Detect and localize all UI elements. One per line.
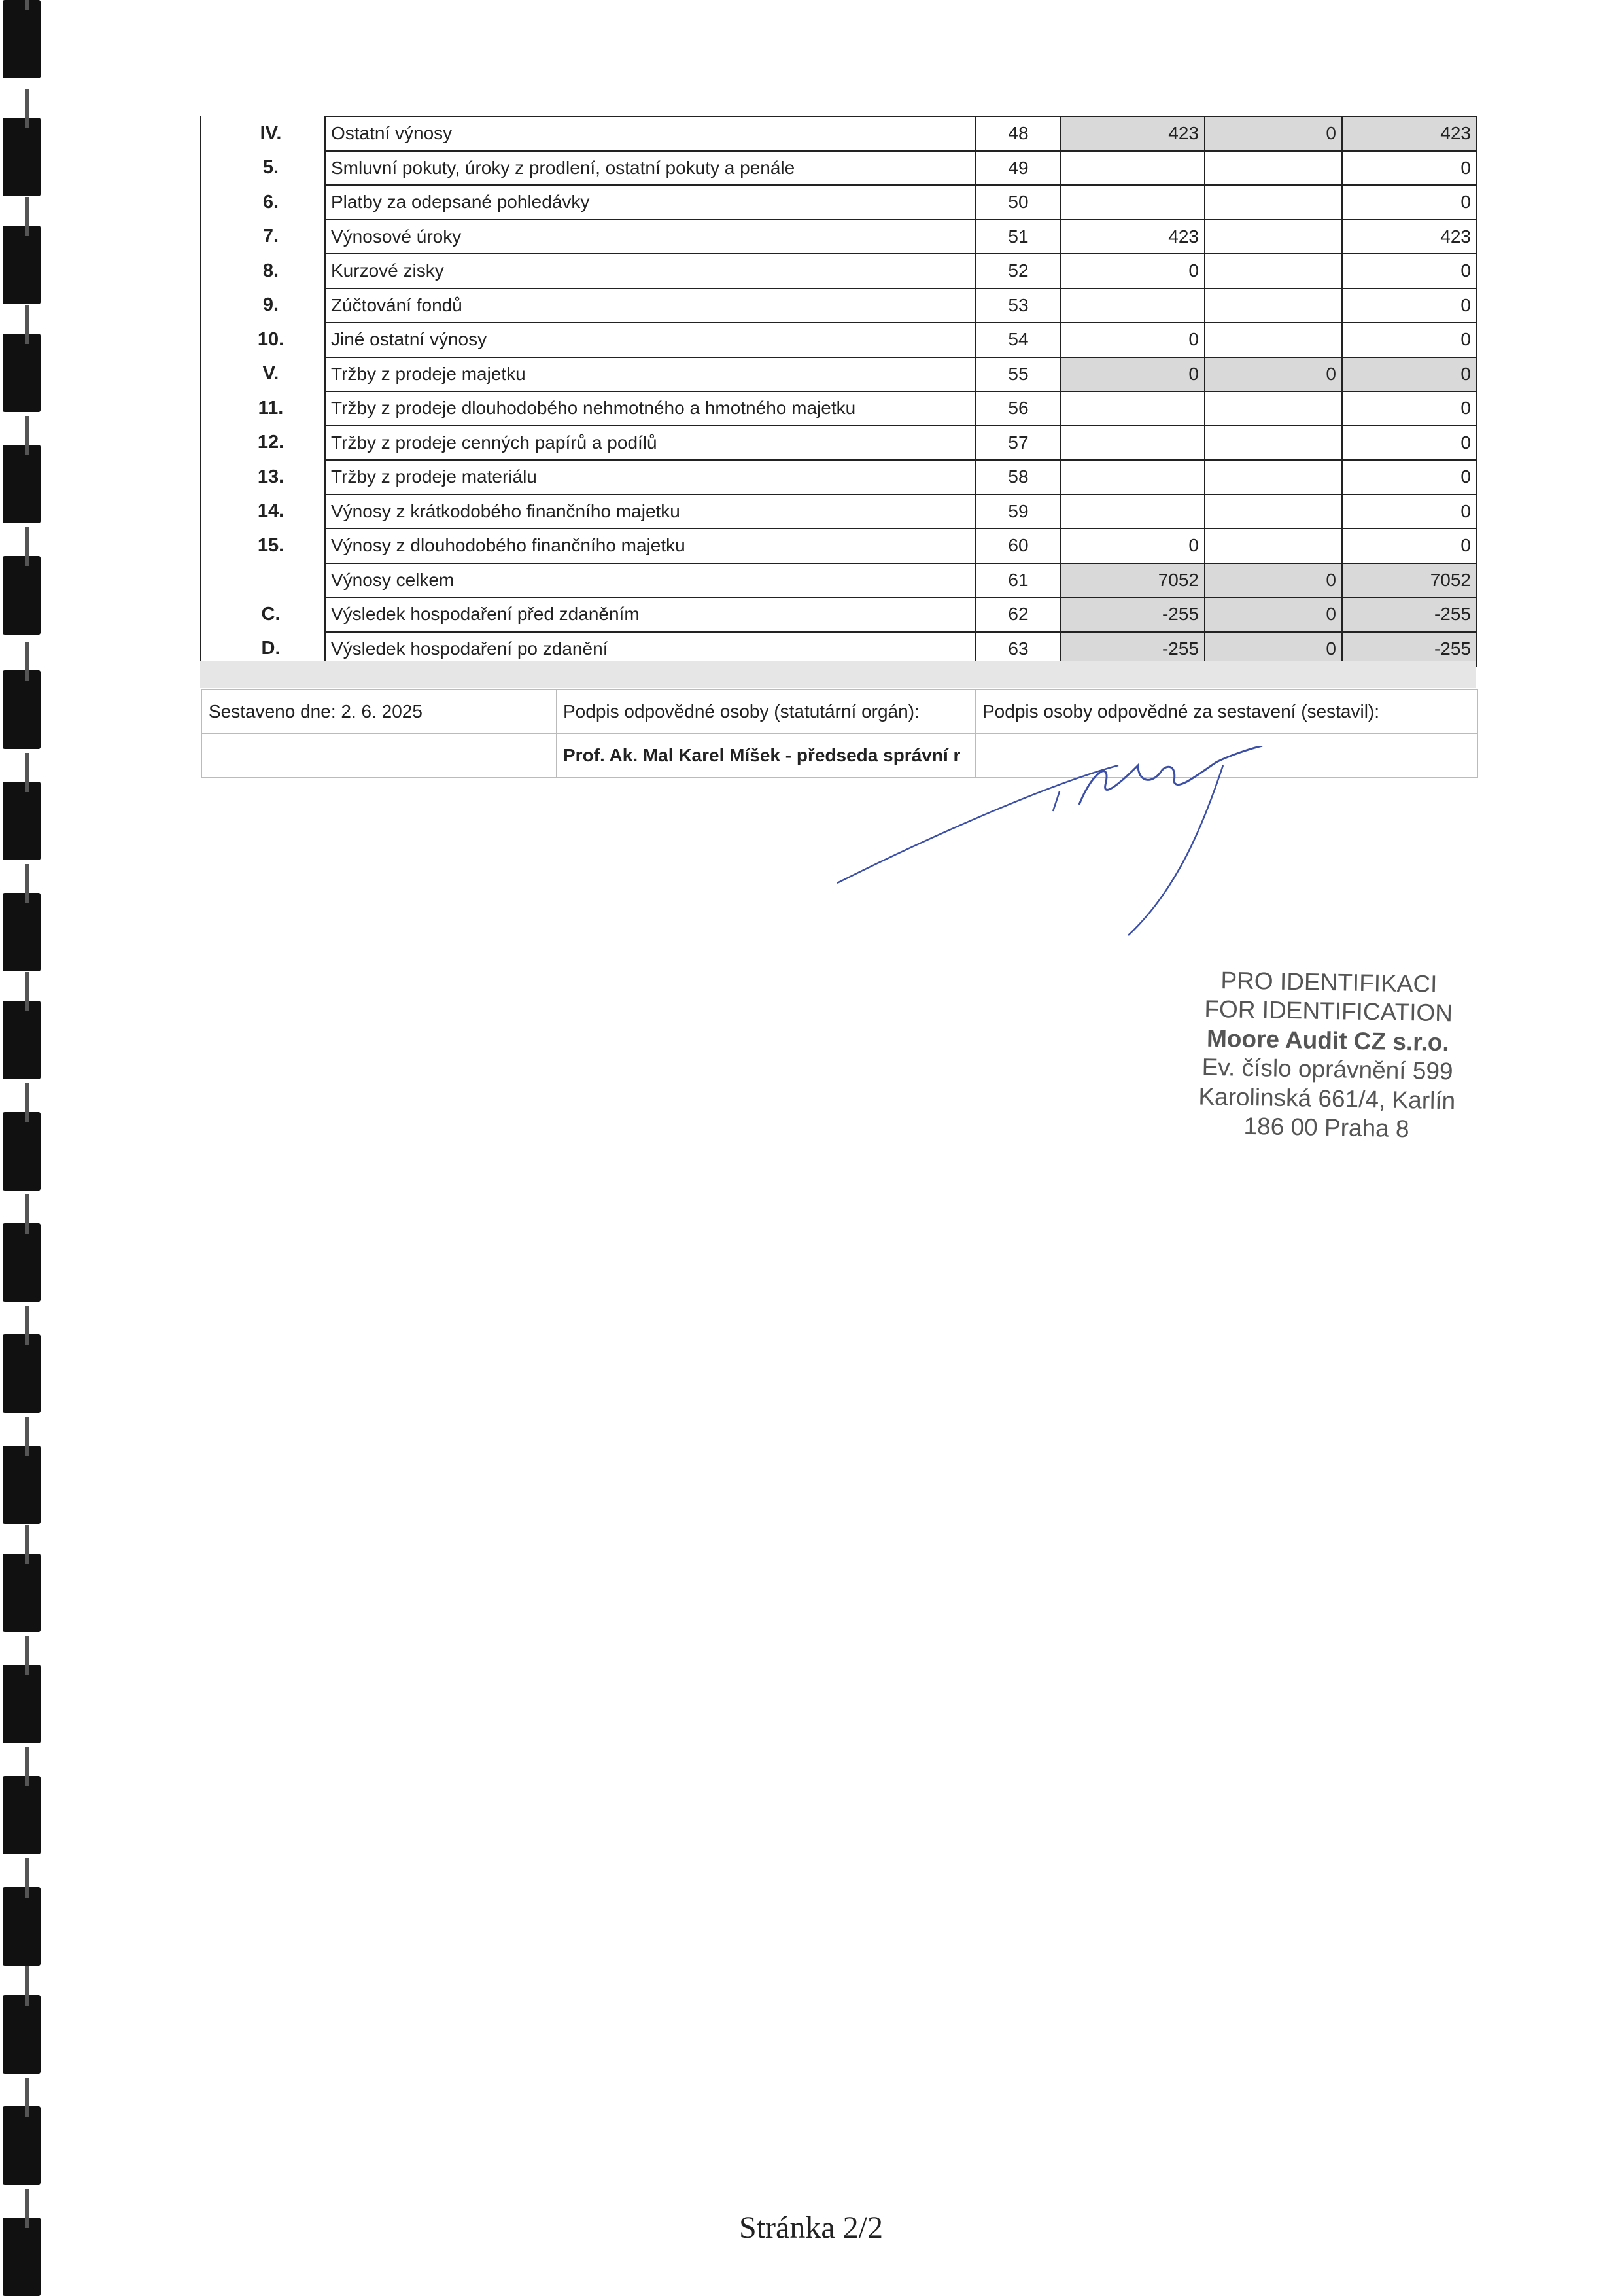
value-col2: 0 xyxy=(1205,116,1342,151)
row-label: Tržby z prodeje dlouhodobého nehmotného a hmotného majetku xyxy=(325,391,976,426)
row-code: 53 xyxy=(976,288,1061,323)
value-col2: 0 xyxy=(1205,563,1342,598)
value-col3: -255 xyxy=(1342,597,1477,632)
row-code: 57 xyxy=(976,426,1061,461)
row-label: Výnosy z dlouhodobého finančního majetku xyxy=(325,529,976,563)
binding-hole xyxy=(3,1334,41,1413)
row-number: D. xyxy=(201,632,325,667)
row-code: 48 xyxy=(976,116,1061,151)
row-number: 11. xyxy=(201,391,325,426)
row-code: 54 xyxy=(976,322,1061,357)
value-col2: 0 xyxy=(1205,597,1342,632)
row-code: 61 xyxy=(976,563,1061,598)
value-col3: 423 xyxy=(1342,220,1477,254)
row-code: 50 xyxy=(976,185,1061,220)
value-col3: 0 xyxy=(1342,254,1477,288)
row-code: 63 xyxy=(976,632,1061,667)
value-col3: 423 xyxy=(1342,116,1477,151)
row-label: Zúčtování fondů xyxy=(325,288,976,323)
row-number: 6. xyxy=(201,185,325,220)
value-col1: -255 xyxy=(1061,597,1205,632)
value-col2: 0 xyxy=(1205,357,1342,392)
value-col2 xyxy=(1205,426,1342,461)
table-row xyxy=(201,116,1477,151)
binding-hole xyxy=(3,334,41,412)
value-col1: 7052 xyxy=(1061,563,1205,598)
table-row xyxy=(201,357,1477,392)
value-col3: 0 xyxy=(1342,391,1477,426)
row-number: 13. xyxy=(201,460,325,495)
row-number: IV. xyxy=(201,116,325,151)
value-col3: 0 xyxy=(1342,151,1477,186)
value-col1 xyxy=(1061,426,1205,461)
row-label: Jiné ostatní výnosy xyxy=(325,322,976,357)
row-code: 60 xyxy=(976,529,1061,563)
stamp-line: PRO IDENTIFIKACI xyxy=(1220,967,1438,998)
stamp-line: Moore Audit CZ s.r.o. xyxy=(1206,1024,1450,1056)
page-number: Stránka 2/2 xyxy=(739,2210,883,2245)
compiled-date: Sestaveno dne: 2. 6. 2025 xyxy=(202,690,557,734)
table-row xyxy=(201,597,1477,632)
row-code: 51 xyxy=(976,220,1061,254)
value-col3: 0 xyxy=(1342,185,1477,220)
row-label: Ostatní výnosy xyxy=(325,116,976,151)
row-label: Výsledek hospodaření po zdanění xyxy=(325,632,976,667)
row-label: Výnosové úroky xyxy=(325,220,976,254)
binding-hole xyxy=(3,782,41,860)
handwritten-signature xyxy=(831,746,1321,942)
row-label: Výnosy z krátkodobého finančního majetku xyxy=(325,495,976,529)
binding-hole xyxy=(3,1995,41,2074)
row-label: Tržby z prodeje majetku xyxy=(325,357,976,392)
table-row xyxy=(201,426,1477,461)
value-col1 xyxy=(1061,460,1205,495)
value-col3: 0 xyxy=(1342,426,1477,461)
value-col2: 0 xyxy=(1205,632,1342,667)
value-col3: 0 xyxy=(1342,529,1477,563)
row-label: Tržby z prodeje cenných papírů a podílů xyxy=(325,426,976,461)
responsible-person-name: Prof. Ak. Mal Karel Míšek - předseda správní r xyxy=(557,734,976,778)
row-code: 59 xyxy=(976,495,1061,529)
row-code: 55 xyxy=(976,357,1061,392)
row-number: V. xyxy=(201,357,325,392)
value-col1: 423 xyxy=(1061,220,1205,254)
stamp-line: Karolinská 661/4, Karlín xyxy=(1198,1083,1456,1114)
row-code: 56 xyxy=(976,391,1061,426)
row-code: 58 xyxy=(976,460,1061,495)
value-col2 xyxy=(1205,460,1342,495)
value-col3: 0 xyxy=(1342,322,1477,357)
value-col3: 0 xyxy=(1342,460,1477,495)
responsible-person-label: Podpis odpovědné osoby (statutární orgán): xyxy=(557,690,976,734)
row-number: 14. xyxy=(201,495,325,529)
binding-strip xyxy=(0,0,46,2295)
empty-cell xyxy=(202,734,557,778)
row-number: 8. xyxy=(201,254,325,288)
binding-hole xyxy=(3,1446,41,1524)
row-number: 12. xyxy=(201,426,325,461)
value-col1: 423 xyxy=(1061,116,1205,151)
value-col2 xyxy=(1205,495,1342,529)
value-col1 xyxy=(1061,288,1205,323)
audit-stamp xyxy=(1163,965,1493,1145)
table-row xyxy=(201,220,1477,254)
row-number: C. xyxy=(201,597,325,632)
row-number: 15. xyxy=(201,529,325,563)
value-col1: 0 xyxy=(1061,357,1205,392)
binding-hole xyxy=(3,1887,41,1966)
value-col2 xyxy=(1205,529,1342,563)
value-col2 xyxy=(1205,391,1342,426)
table-row xyxy=(201,288,1477,323)
value-col3: 7052 xyxy=(1342,563,1477,598)
table-row xyxy=(201,529,1477,563)
row-label: Výnosy celkem xyxy=(325,563,976,598)
row-number: 9. xyxy=(201,288,325,323)
row-label: Výsledek hospodaření před zdaněním xyxy=(325,597,976,632)
value-col1: 0 xyxy=(1061,254,1205,288)
binding-hole xyxy=(3,118,41,196)
stamp-line: Ev. číslo oprávnění 599 xyxy=(1201,1053,1453,1085)
table-row xyxy=(201,185,1477,220)
row-code: 49 xyxy=(976,151,1061,186)
table-row xyxy=(201,254,1477,288)
shaded-separator xyxy=(200,661,1476,688)
value-col2 xyxy=(1205,220,1342,254)
value-col1 xyxy=(1061,151,1205,186)
table-row xyxy=(201,563,1477,598)
binding-hole xyxy=(3,1112,41,1191)
value-col1 xyxy=(1061,185,1205,220)
value-col1: -255 xyxy=(1061,632,1205,667)
income-statement-table xyxy=(200,116,1477,667)
value-col1 xyxy=(1061,391,1205,426)
value-col3: 0 xyxy=(1342,288,1477,323)
stamp-line: 186 00 Praha 8 xyxy=(1243,1112,1409,1143)
value-col1 xyxy=(1061,495,1205,529)
value-col1: 0 xyxy=(1061,529,1205,563)
binding-hole xyxy=(3,445,41,523)
row-code: 62 xyxy=(976,597,1061,632)
row-code: 52 xyxy=(976,254,1061,288)
value-col3: 0 xyxy=(1342,357,1477,392)
value-col2 xyxy=(1205,151,1342,186)
row-label: Kurzové zisky xyxy=(325,254,976,288)
value-col2 xyxy=(1205,288,1342,323)
row-label: Smluvní pokuty, úroky z prodlení, ostatní pokuty a penále xyxy=(325,151,976,186)
table-row xyxy=(201,391,1477,426)
value-col2 xyxy=(1205,322,1342,357)
value-col2 xyxy=(1205,185,1342,220)
binding-hole xyxy=(3,2106,41,2185)
row-label: Platby za odepsané pohledávky xyxy=(325,185,976,220)
binding-hole xyxy=(3,1223,41,1302)
row-number: 7. xyxy=(201,220,325,254)
binding-hole xyxy=(3,1001,41,1079)
binding-hole xyxy=(3,893,41,971)
binding-hole xyxy=(3,1665,41,1743)
row-label: Tržby z prodeje materiálu xyxy=(325,460,976,495)
table-row xyxy=(201,495,1477,529)
table-row xyxy=(201,322,1477,357)
value-col2 xyxy=(1205,254,1342,288)
table-row xyxy=(201,151,1477,186)
binding-hole xyxy=(3,1554,41,1632)
table-row xyxy=(201,460,1477,495)
stamp-line: FOR IDENTIFICATION xyxy=(1204,996,1453,1027)
binding-hole xyxy=(3,1776,41,1854)
binding-hole xyxy=(3,0,41,78)
binding-hole xyxy=(3,670,41,749)
binding-hole xyxy=(3,556,41,635)
value-col3: 0 xyxy=(1342,495,1477,529)
value-col3: -255 xyxy=(1342,632,1477,667)
row-number: 5. xyxy=(201,151,325,186)
binding-hole xyxy=(3,226,41,304)
row-number: 10. xyxy=(201,322,325,357)
value-col1: 0 xyxy=(1061,322,1205,357)
row-number xyxy=(201,563,325,598)
compiler-label: Podpis osoby odpovědné za sestavení (sestavil): xyxy=(976,690,1478,734)
